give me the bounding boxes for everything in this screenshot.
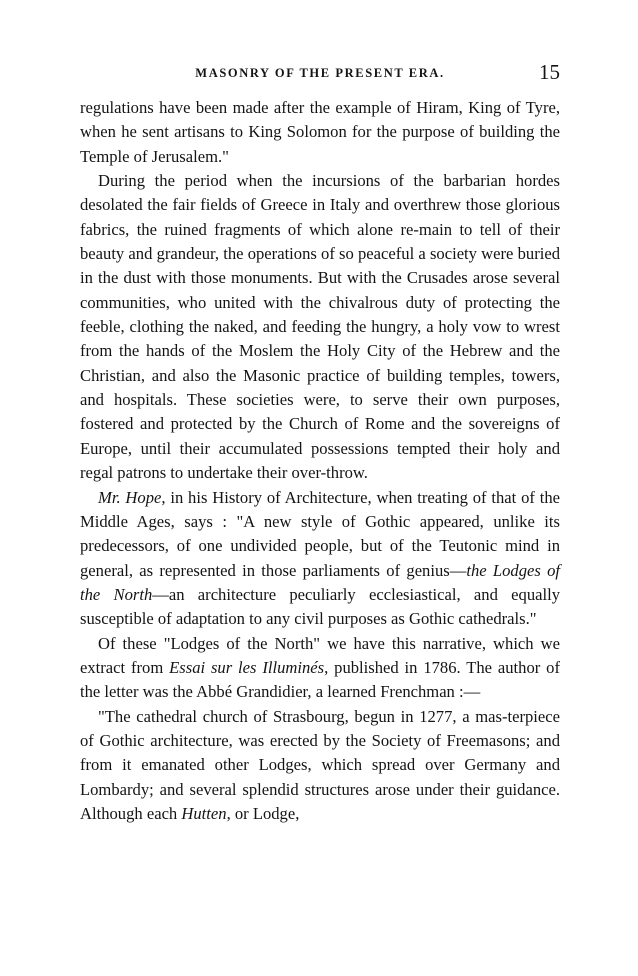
paragraph-5	[80, 705, 560, 827]
book-title: Essai sur les Illuminés	[169, 657, 325, 677]
hutten-word: Hutten	[181, 803, 227, 823]
paragraph-3	[80, 486, 560, 632]
paragraph-4-text-b: , published in 1786. The author of the letter was the Abbé Grandidier, a learned Frenchman :—	[80, 657, 560, 702]
paragraph-1: regulations have been made after the example of Hiram, King of Tyre, when he sent artisans to King Solomon for the purpose of building the Temple of Jerusalem."	[80, 98, 560, 166]
running-title: MASONRY OF THE PRESENT ERA.	[195, 66, 445, 80]
paragraph-2: During the period when the incursions of the barbarian hordes desolated the fair fields of Greece in Italy and overthrew those glorious fabrics, the ruined fragments of which alone re-main to tell of their beauty and grandeur, the operations of so peaceful a society were buried in the dust with those monuments. But with the Crusades arose several communities, who united with the chivalrous duty of protecting the feeble, clothing the naked, and feeding the hungry, a holy vow to wrest from the hands of the Moslem the Holy City of the Hebrew and the Christian, and also the Masonic practice of building temples, towers, and hospitals. These societies were, to serve their own purposes, fostered and protected by the Church of Rome and the sovereigns of Europe, until their accumulated possessions tempted their holy and regal patrons to undertake their over-throw.	[80, 171, 560, 483]
running-head	[80, 62, 560, 84]
page-number: 15	[539, 60, 560, 84]
paragraph-3-text-a: , in his History of Architecture, when treating of that of the Middle Ages, says : "A new style of Gothic appeared, unlike its predecessors, of one undivided people, but of the Teutonic mind in general, as represented in those parliaments of genius—	[80, 487, 560, 580]
author-name: Mr. Hope	[98, 487, 162, 507]
paragraph-5-text-b: , or Lodge,	[226, 803, 300, 823]
body-text	[80, 96, 560, 826]
paragraph-4	[80, 632, 560, 705]
paragraph-3-text-b: —an architecture peculiarly ecclesiastical, and equally susceptible of adaptation to any civil purposes as Gothic cathedrals."	[80, 584, 560, 629]
paragraph-4-text-a: Of these "Lodges of the North" we have this narrative, which we extract from	[80, 633, 560, 677]
paragraph-5-text-a: "The cathedral church of Strasbourg, begun in 1277, a mas-terpiece of Gothic architecture, was erected by the Society of Freemasons; and from it emanated other Lodges, which spread over Germany and Lombardy; and several splendid structures arose under their guidance. Although each	[80, 706, 560, 823]
lodges-phrase: the Lodges of the North	[80, 560, 561, 604]
